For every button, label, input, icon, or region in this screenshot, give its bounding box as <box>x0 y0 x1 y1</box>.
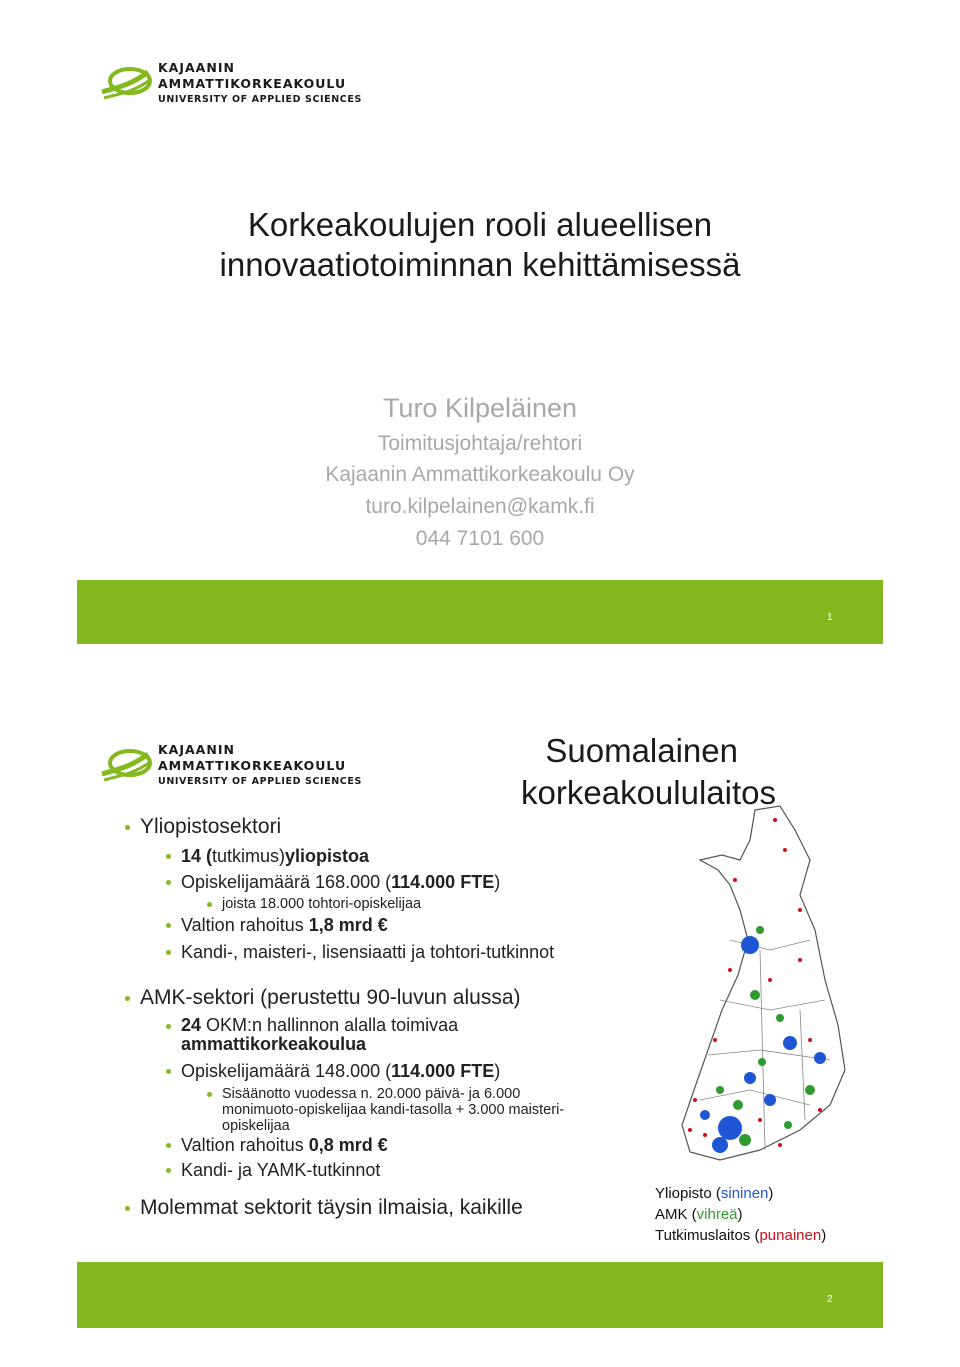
text: OKM:n hallinnon alalla toimivaa <box>206 1015 459 1035</box>
slide1-footer-banner <box>77 580 883 644</box>
text: Kandi-, maisteri-, lisensiaatti ja tohtori-tutkinnot <box>181 942 555 962</box>
text: Valtion rahoitus <box>181 915 309 935</box>
text: ) <box>768 1185 774 1202</box>
text: punainen <box>759 1227 822 1244</box>
text: vihreä <box>696 1206 738 1223</box>
bullet-y2 <box>166 872 500 893</box>
text: ) <box>494 872 501 892</box>
logo2-line1: KAJAANIN <box>158 742 235 757</box>
bullet-amk <box>125 986 521 1010</box>
bullet-y5 <box>166 942 554 963</box>
legend-yliopisto <box>655 1183 826 1204</box>
logo2-line3: UNIVERSITY OF APPLIED SCIENCES <box>158 776 362 787</box>
text: joista 18.000 tohtori-opiskelijaa <box>222 896 422 912</box>
bullet-text: Yliopistosektori <box>140 815 282 838</box>
bullet-a5 <box>166 1160 380 1181</box>
logo-line1: KAJAANIN <box>158 60 235 75</box>
finland-map <box>660 800 860 1180</box>
legend-amk <box>655 1204 826 1225</box>
text: 1,8 mrd € <box>308 915 388 935</box>
map-legend <box>655 1183 826 1246</box>
text: Opiskelijamäärä 168.000 ( <box>181 872 392 892</box>
text: 114.000 FTE <box>391 1061 495 1081</box>
presenter-org: Kajaanin Ammattikorkeakoulu Oy <box>325 463 635 486</box>
bullet-y3 <box>207 896 421 912</box>
text: 0,8 mrd € <box>308 1135 388 1155</box>
text: Valtion rahoitus <box>181 1135 309 1155</box>
bullet-y1 <box>166 846 369 867</box>
bullet-text: Molemmat sektorit täysin ilmaisia, kaikille <box>140 1196 523 1219</box>
text: 114.000 FTE <box>391 872 495 892</box>
text: 14 ( <box>181 846 213 866</box>
bullet-text: AMK-sektori (perustettu 90-luvun alussa) <box>140 986 521 1009</box>
text: ) <box>737 1206 743 1223</box>
slide2-title-line2: korkeakoululaitos <box>521 774 776 811</box>
text: Yliopisto ( <box>655 1185 721 1202</box>
logo-line2: AMMATTIKORKEAKOULU <box>158 76 347 91</box>
slide2-footer-banner <box>77 1262 883 1328</box>
slide1-title <box>0 205 960 285</box>
slide1-page-number: 1 <box>827 612 833 623</box>
text: tutkimus) <box>212 846 286 866</box>
text: Tutkimuslaitos ( <box>655 1227 760 1244</box>
slide1-title-line1: Korkeakoulujen rooli alueellisen <box>247 206 713 243</box>
bullet-y4 <box>166 915 388 936</box>
bullet-a3 <box>207 1086 597 1134</box>
bullet-both <box>125 1196 523 1220</box>
text: ammattikorkeakoulua <box>181 1034 367 1054</box>
kamk-logo-icon <box>100 64 152 104</box>
kamk-logo-icon-2 <box>100 746 152 786</box>
presenter-email[interactable]: turo.kilpelainen@kamk.fi <box>365 495 595 518</box>
slide1-title-line2: innovaatiotoiminnan kehittämisessä <box>219 246 741 283</box>
bullet-a1 <box>166 1016 586 1054</box>
text: ) <box>821 1227 827 1244</box>
bullet-a4 <box>166 1135 388 1156</box>
text: Kandi- ja YAMK-tutkinnot <box>181 1160 381 1180</box>
logo-line3: UNIVERSITY OF APPLIED SCIENCES <box>158 94 362 105</box>
slide2-title-line1: Suomalainen <box>545 732 738 769</box>
bullet-a2 <box>166 1061 500 1082</box>
text: Opiskelijamäärä 148.000 ( <box>181 1061 392 1081</box>
kamk-logo <box>100 60 362 108</box>
text: 24 <box>181 1015 207 1035</box>
text: Sisäänotto vuodessa n. 20.000 päivä- ja 6.000 monimuoto-opiskelijaa kandi-tasolla + 3.000 maisteri-opiskelijaa <box>222 1086 565 1134</box>
slide2-page-number: 2 <box>827 1294 833 1305</box>
bullet-yliopistosektori <box>125 815 281 839</box>
presenter-name: Turo Kilpeläinen <box>382 393 578 423</box>
logo2-line2: AMMATTIKORKEAKOULU <box>158 758 347 773</box>
presenter-phone: 044 7101 600 <box>415 527 545 550</box>
text: yliopistoa <box>285 846 370 866</box>
text: AMK ( <box>655 1206 697 1223</box>
legend-tutkimuslaitos <box>655 1225 826 1246</box>
text: sininen <box>720 1185 769 1202</box>
text: ) <box>494 1061 501 1081</box>
kamk-logo-2 <box>100 742 362 790</box>
presenter-role: Toimitusjohtaja/rehtori <box>377 432 583 455</box>
